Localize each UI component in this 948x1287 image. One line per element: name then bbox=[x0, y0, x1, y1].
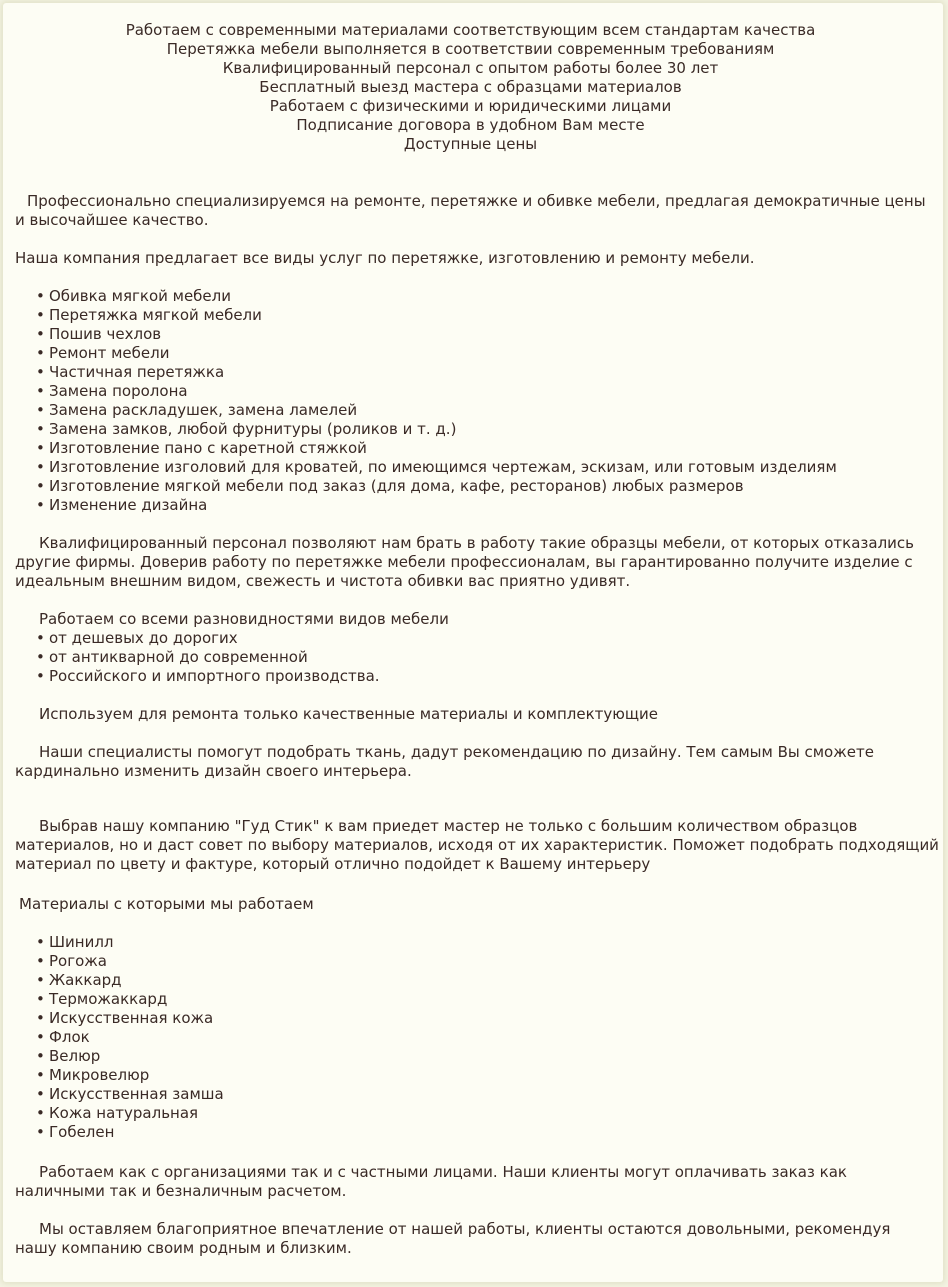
list-item: • Обивка мягкой мебели bbox=[15, 287, 940, 306]
list-item: • от дешевых до дорогих bbox=[15, 629, 940, 648]
intro-block bbox=[3, 21, 938, 154]
intro-line: Подписание договора в удобном Вам месте bbox=[296, 116, 645, 134]
intro-line: Бесплатный выезд мастера с образцами материалов bbox=[259, 78, 682, 96]
list-item: • Пошив чехлов bbox=[15, 325, 940, 344]
list-item: • Изготовление изголовий для кроватей, по имеющимся чертежам, эскизам, или готовым изделиям bbox=[15, 458, 940, 477]
kinds-list bbox=[15, 629, 940, 686]
list-item: • Жаккард bbox=[15, 971, 940, 990]
list-item: • Искусственная замша bbox=[15, 1085, 940, 1104]
content-panel bbox=[3, 3, 943, 1282]
paragraph-quality: Используем для ремонта только качественные материалы и комплектующие bbox=[39, 705, 658, 723]
list-item: • Замена раскладушек, замена ламелей bbox=[15, 401, 940, 420]
list-item: • Кожа натуральная bbox=[15, 1104, 940, 1123]
paragraph-pro: Профессионально специализируемся на ремонте, перетяжке и обивке мебели, предлагая демократичные цены и высочайшее качество. bbox=[15, 192, 926, 229]
intro-line: Перетяжка мебели выполняется в соответствии современным требованиям bbox=[166, 40, 775, 58]
list-item: • Терможаккард bbox=[15, 990, 940, 1009]
article-body bbox=[15, 21, 940, 1258]
intro-line: Работаем с физическими и юридическими лицами bbox=[269, 97, 672, 115]
list-item: • Изготовление пано с каретной стяжкой bbox=[15, 439, 940, 458]
list-item: • Изготовление мягкой мебели под заказ (для дома, кафе, ресторанов) любых размеров bbox=[15, 477, 940, 496]
list-item: • Замена замков, любой фурнитуры (роликов и т. д.) bbox=[15, 420, 940, 439]
list-item: • Микровелюр bbox=[15, 1066, 940, 1085]
list-item: • Флок bbox=[15, 1028, 940, 1047]
materials-title: Материалы с которыми мы работаем bbox=[19, 895, 314, 913]
list-item: • Велюр bbox=[15, 1047, 940, 1066]
list-item: • от антикварной до современной bbox=[15, 648, 940, 667]
list-item: • Рогожа bbox=[15, 952, 940, 971]
list-item: • Искусственная кожа bbox=[15, 1009, 940, 1028]
paragraph-staff: Квалифицированный персонал позволяют нам брать в работу такие образцы мебели, от которых отказались другие фирмы. Доверив работу по перетяжке мебели профессионалам, вы гарантированно получите изделие с идеальным внешним видом, свежесть и чистота обивки вас приятно удивят. bbox=[15, 534, 915, 590]
list-item: • Замена поролона bbox=[15, 382, 940, 401]
paragraph-services: Наша компания предлагает все виды услуг по перетяжке, изготовлению и ремонту мебели. bbox=[15, 249, 755, 267]
list-item: • Частичная перетяжка bbox=[15, 363, 940, 382]
paragraph-design: Наши специалисты помогут подобрать ткань, дадут рекомендацию по дизайну. Тем самым Вы сможете кардинально изменить дизайн своего интерьера. bbox=[15, 743, 874, 780]
list-item: • Изменение дизайна bbox=[15, 496, 940, 515]
list-item: • Российского и импортного производства. bbox=[15, 667, 940, 686]
paragraph-impression-1: Мы оставляем благоприятное впечатление от нашей работы, клиенты остаются довольными, рекомендуя bbox=[39, 1220, 891, 1238]
services-list bbox=[15, 287, 940, 515]
paragraph-clients: Работаем как с организациями так и с частными лицами. Наши клиенты могут оплачивать заказ как наличными так и безналичным расчетом. bbox=[15, 1163, 847, 1200]
materials-list bbox=[15, 933, 940, 1142]
list-item: • Перетяжка мягкой мебели bbox=[15, 306, 940, 325]
list-item: • Шинилл bbox=[15, 933, 940, 952]
intro-line: Квалифицированный персонал с опытом работы более 30 лет bbox=[222, 59, 719, 77]
intro-line: Работаем с современными материалами соответствующим всем стандартам качества bbox=[125, 21, 816, 39]
list-item: • Гобелен bbox=[15, 1123, 940, 1142]
paragraph-kinds: Работаем со всеми разновидностями видов мебели bbox=[39, 610, 449, 628]
paragraph-impression-2: нашу компанию своим родным и близким. bbox=[15, 1239, 352, 1257]
paragraph-master: Выбрав нашу компанию "Гуд Стик" к вам приедет мастер не только с большим количеством образцов материалов, но и даст совет по выбору материалов, исходя от их характеристик. Поможет подобрать подходящий материал по цвету и фактуре, который отлично подойдет к Вашему интерьеру bbox=[15, 817, 939, 873]
intro-line: Доступные цены bbox=[403, 135, 538, 153]
list-item: • Ремонт мебели bbox=[15, 344, 940, 363]
